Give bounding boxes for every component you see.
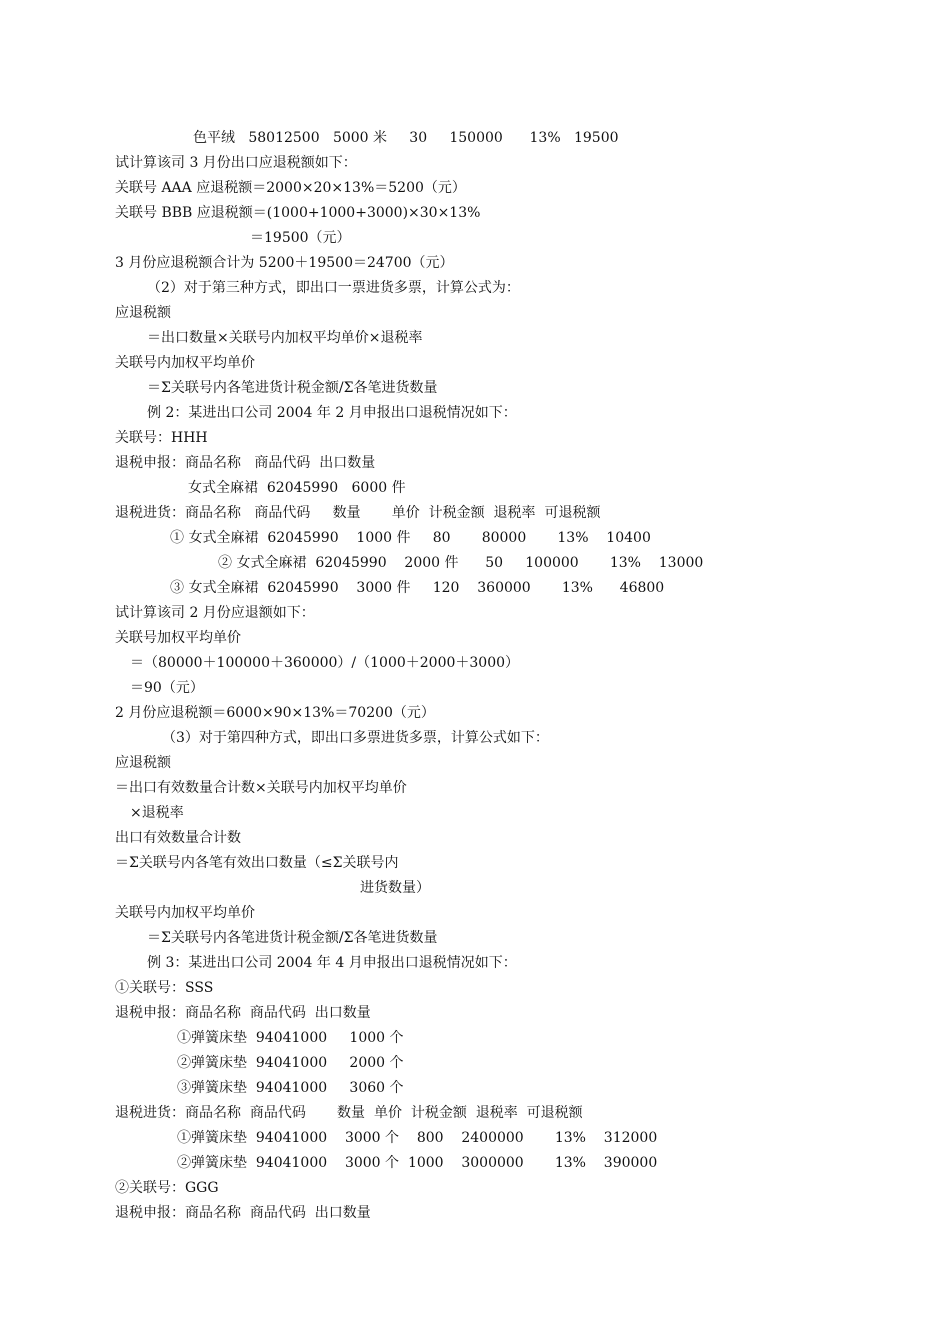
text-line: 应退税额 — [115, 305, 171, 321]
text-line: ①弹簧床垫 94041000 3000 个 800 2400000 13% 312000 — [177, 1130, 658, 1146]
text-line: 关联号：HHH — [115, 430, 208, 446]
text-line: 退税申报：商品名称 商品代码 出口数量 — [115, 455, 376, 471]
text-line: ＝90（元） — [130, 680, 204, 696]
text-line: 色平绒 58012500 5000 米 30 150000 13% 19500 — [193, 130, 619, 146]
text-line: ×退税率 — [130, 805, 184, 821]
text-line: 退税申报：商品名称 商品代码 出口数量 — [115, 1005, 371, 1021]
text-line: ＝Σ关联号内各笔有效出口数量（≤Σ关联号内 — [115, 855, 399, 871]
text-line: ＝出口数量×关联号内加权平均单价×退税率 — [147, 330, 423, 346]
text-line: 3 月份应退税额合计为 5200＋19500＝24700（元） — [115, 255, 454, 271]
text-line: （2）对于第三种方式，即出口一票进货多票，计算公式为： — [147, 280, 520, 296]
text-line: ② 女式全麻裙 62045990 2000 件 50 100000 13% 13000 — [218, 555, 704, 571]
text-line: ＝出口有效数量合计数×关联号内加权平均单价 — [115, 780, 407, 796]
text-line: ① 女式全麻裙 62045990 1000 件 80 80000 13% 10400 — [170, 530, 651, 546]
text-line: 2 月份应退税额＝6000×90×13%＝70200（元） — [115, 705, 435, 721]
text-line: 应退税额 — [115, 755, 171, 771]
text-line: 例 2：某进出口公司 2004 年 2 月申报出口退税情况如下： — [147, 405, 517, 421]
text-line: 关联号加权平均单价 — [115, 630, 241, 646]
text-line: ＝Σ关联号内各笔进货计税金额/Σ各笔进货数量 — [147, 930, 438, 946]
text-line: ＝19500（元） — [250, 230, 351, 246]
text-line: 关联号 AAA 应退税额＝2000×20×13%＝5200（元） — [115, 180, 466, 196]
text-line: 退税进货：商品名称 商品代码 数量 单价 计税金额 退税率 可退税额 — [115, 1105, 583, 1121]
text-line: ②弹簧床垫 94041000 3000 个 1000 3000000 13% 390000 — [177, 1155, 658, 1171]
text-line: ②关联号：GGG — [115, 1180, 219, 1196]
text-line: ②弹簧床垫 94041000 2000 个 — [177, 1055, 404, 1071]
text-line: ＝Σ关联号内各笔进货计税金额/Σ各笔进货数量 — [147, 380, 438, 396]
text-line: ③弹簧床垫 94041000 3060 个 — [177, 1080, 404, 1096]
text-line: 女式全麻裙 62045990 6000 件 — [188, 480, 406, 496]
text-line: 进货数量） — [360, 880, 430, 896]
text-line: 退税进货：商品名称 商品代码 数量 单价 计税金额 退税率 可退税额 — [115, 505, 601, 521]
text-line: 关联号内加权平均单价 — [115, 355, 255, 371]
text-line: 关联号 BBB 应退税额＝(1000+1000+3000)×30×13% — [115, 205, 481, 221]
text-line: 出口有效数量合计数 — [115, 830, 241, 846]
text-line: 试计算该司 3 月份出口应退税额如下： — [115, 155, 357, 171]
text-line: ①关联号：SSS — [115, 980, 214, 996]
text-line: ③ 女式全麻裙 62045990 3000 件 120 360000 13% 46800 — [170, 580, 665, 596]
text-line: ①弹簧床垫 94041000 1000 个 — [177, 1030, 404, 1046]
text-line: （3）对于第四种方式，即出口多票进货多票，计算公式如下： — [162, 730, 549, 746]
text-line: 例 3：某进出口公司 2004 年 4 月申报出口退税情况如下： — [147, 955, 517, 971]
text-line: 试计算该司 2 月份应退额如下： — [115, 605, 315, 621]
text-line: ＝（80000＋100000＋360000）/（1000＋2000＋3000） — [130, 655, 520, 671]
text-line: 关联号内加权平均单价 — [115, 905, 255, 921]
text-line: 退税申报：商品名称 商品代码 出口数量 — [115, 1205, 371, 1221]
